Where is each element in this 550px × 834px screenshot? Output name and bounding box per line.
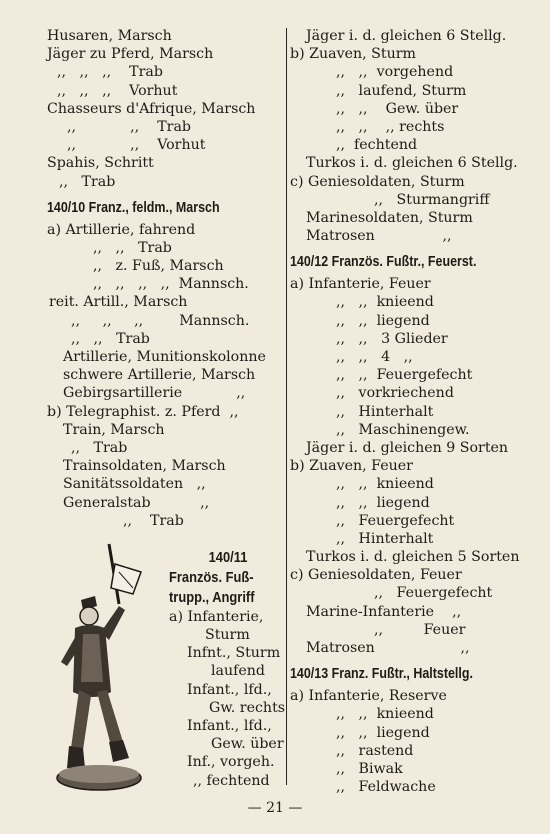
- list-item: Spahis, Schritt: [47, 155, 154, 172]
- list-item: Infant., lfd.,: [187, 718, 272, 734]
- list-item: ,, Feuer: [374, 621, 466, 638]
- list-item: Infant., lfd.,: [187, 681, 272, 698]
- list-item: ,, Hinterhalt: [336, 403, 434, 420]
- list-item: ,, Sturmangriff: [374, 191, 490, 208]
- list-item: ,, vorkriechend: [336, 385, 454, 402]
- section-heading-140-11-line2: Französ. Fuß-: [169, 568, 254, 586]
- list-item: Gebirgsartillerie ,,: [63, 385, 246, 402]
- list-item: ,, ,, Trab: [93, 239, 172, 256]
- list-item: Turkos i. d. gleichen 6 Stellg.: [306, 155, 518, 172]
- list-item: Matrosen ,,: [306, 640, 470, 656]
- list-item: ,, ,, ,, Vorhut: [57, 82, 178, 99]
- list-item: Jäger i. d. gleichen 9 Sorten: [306, 439, 509, 456]
- section-heading-140-10: 140/10 Franz., feldm., Marsch: [47, 199, 220, 216]
- list-item: Trainsoldaten, Marsch: [63, 458, 226, 475]
- list-item: Jäger i. d. gleichen 6 Stellg.: [306, 28, 507, 44]
- list-item: ,, Trab: [59, 173, 116, 190]
- list-item: ,, ,, liegend: [336, 494, 430, 511]
- list-item: Marinesoldaten, Sturm: [306, 209, 473, 226]
- list-item: ,, ,, ,, rechts: [336, 118, 445, 135]
- list-item: Gw. rechts: [209, 699, 286, 716]
- list-item: ,, ,, liegend: [336, 312, 430, 329]
- list-item: ,, ,, 3 Glieder: [336, 330, 448, 347]
- list-top-left: [47, 27, 281, 191]
- list-item: ,, Feuergefecht: [336, 512, 455, 529]
- list-item: ,, ,, knieend: [336, 476, 434, 493]
- list-item: ,, ,, Trab: [71, 330, 150, 347]
- list-item: ,, ,, 4 ,,: [336, 349, 413, 365]
- list-item: ,, fechtend: [193, 772, 270, 789]
- list-item: Infnt., Sturm: [187, 645, 281, 662]
- list-item: Gew. über: [211, 736, 284, 753]
- list-item: Train, Marsch: [63, 421, 165, 438]
- list-item: Sturm: [205, 627, 250, 644]
- list-item: b) Zuaven, Feuer: [290, 458, 413, 475]
- list-item: ,, ,, Gew. über: [336, 100, 459, 117]
- section-heading-140-12: 140/12 Französ. Fußtr., Feuerst.: [290, 254, 477, 271]
- list-140-10: [47, 221, 281, 530]
- list-item: ,, ,, Trab: [67, 118, 191, 135]
- list-item: laufend: [211, 663, 265, 680]
- right-column: [290, 27, 526, 796]
- list-item: a) Infanterie, Reserve: [290, 688, 447, 705]
- list-item: ,, Biwak: [336, 760, 403, 777]
- list-item: ,, Maschinengew.: [336, 421, 470, 438]
- list-item: a) Artillerie, fahrend: [47, 221, 196, 238]
- list-item: b) Zuaven, Sturm: [290, 46, 416, 63]
- section-heading-140-13: 140/13 Franz. Fußtr., Haltstellg.: [290, 666, 473, 683]
- list-item: ,, laufend, Sturm: [336, 82, 467, 99]
- list-item: reit. Artill., Marsch: [49, 294, 188, 311]
- list-item: ,, ,, ,, Trab: [57, 64, 163, 81]
- list-item: ,, ,, ,, ,, Mannsch.: [93, 276, 249, 293]
- list-item: ,, ,, vorgehend: [336, 64, 454, 81]
- list-item: Inf., vorgeh.: [187, 754, 275, 771]
- list-item: Artillerie, Munitionskolonne: [63, 349, 266, 365]
- list-140-13: [290, 687, 526, 796]
- section-heading-140-11-line1: 140/11: [208, 548, 248, 566]
- list-item: Husaren, Marsch: [47, 28, 172, 44]
- section-heading-140-11-line3: trupp., Angriff: [169, 588, 255, 606]
- list-item: ,, z. Fuß, Marsch: [93, 258, 224, 275]
- list-item: Jäger zu Pferd, Marsch: [47, 46, 214, 63]
- list-item: ,, ,, knieend: [336, 706, 434, 723]
- list-item: Marine-Infanterie ,,: [306, 603, 462, 620]
- section-140-11: [47, 530, 286, 806]
- list-item: ,, Trab: [123, 512, 184, 529]
- list-item: ,, rastend: [336, 742, 414, 759]
- list-item: ,, fechtend: [336, 137, 418, 154]
- list-item: Matrosen ,,: [306, 228, 452, 245]
- list-140-12: [290, 275, 526, 657]
- list-item: ,, Feuergefecht: [374, 585, 493, 602]
- list-item: b) Telegraphist. z. Pferd ,,: [47, 403, 239, 420]
- list-item: ,, Hinterhalt: [336, 530, 434, 547]
- page-number: — 21 —: [247, 800, 303, 816]
- list-item: a) Infanterie, Feuer: [290, 276, 431, 293]
- list-item: schwere Artillerie, Marsch: [63, 367, 256, 384]
- list-item: Turkos i. d. gleichen 5 Sorten: [306, 549, 520, 566]
- list-item: ,, ,, Feuergefecht: [336, 367, 473, 384]
- list-item: a) Infanterie,: [169, 608, 264, 625]
- list-item: ,, Feldwache: [336, 779, 436, 796]
- list-item: ,, ,, liegend: [336, 724, 430, 741]
- toy-soldier-figure-icon: [53, 542, 155, 800]
- list-item: Chasseurs d'Afrique, Marsch: [47, 100, 256, 117]
- list-item: c) Geniesoldaten, Feuer: [290, 567, 462, 584]
- list-item: Sanitätssoldaten ,,: [63, 476, 206, 493]
- list-item: Generalstab ,,: [63, 494, 210, 511]
- list-item: ,, Trab: [71, 439, 128, 456]
- list-item: ,, ,, ,, Mannsch.: [71, 312, 250, 329]
- section-140-11-text: [169, 530, 287, 790]
- list-item: ,, ,, Vorhut: [67, 137, 206, 154]
- list-item: ,, ,, knieend: [336, 294, 434, 311]
- list-item: c) Geniesoldaten, Sturm: [290, 173, 465, 190]
- list-140-11: [169, 608, 287, 790]
- list-top-right: [290, 27, 526, 245]
- left-column: [47, 27, 286, 806]
